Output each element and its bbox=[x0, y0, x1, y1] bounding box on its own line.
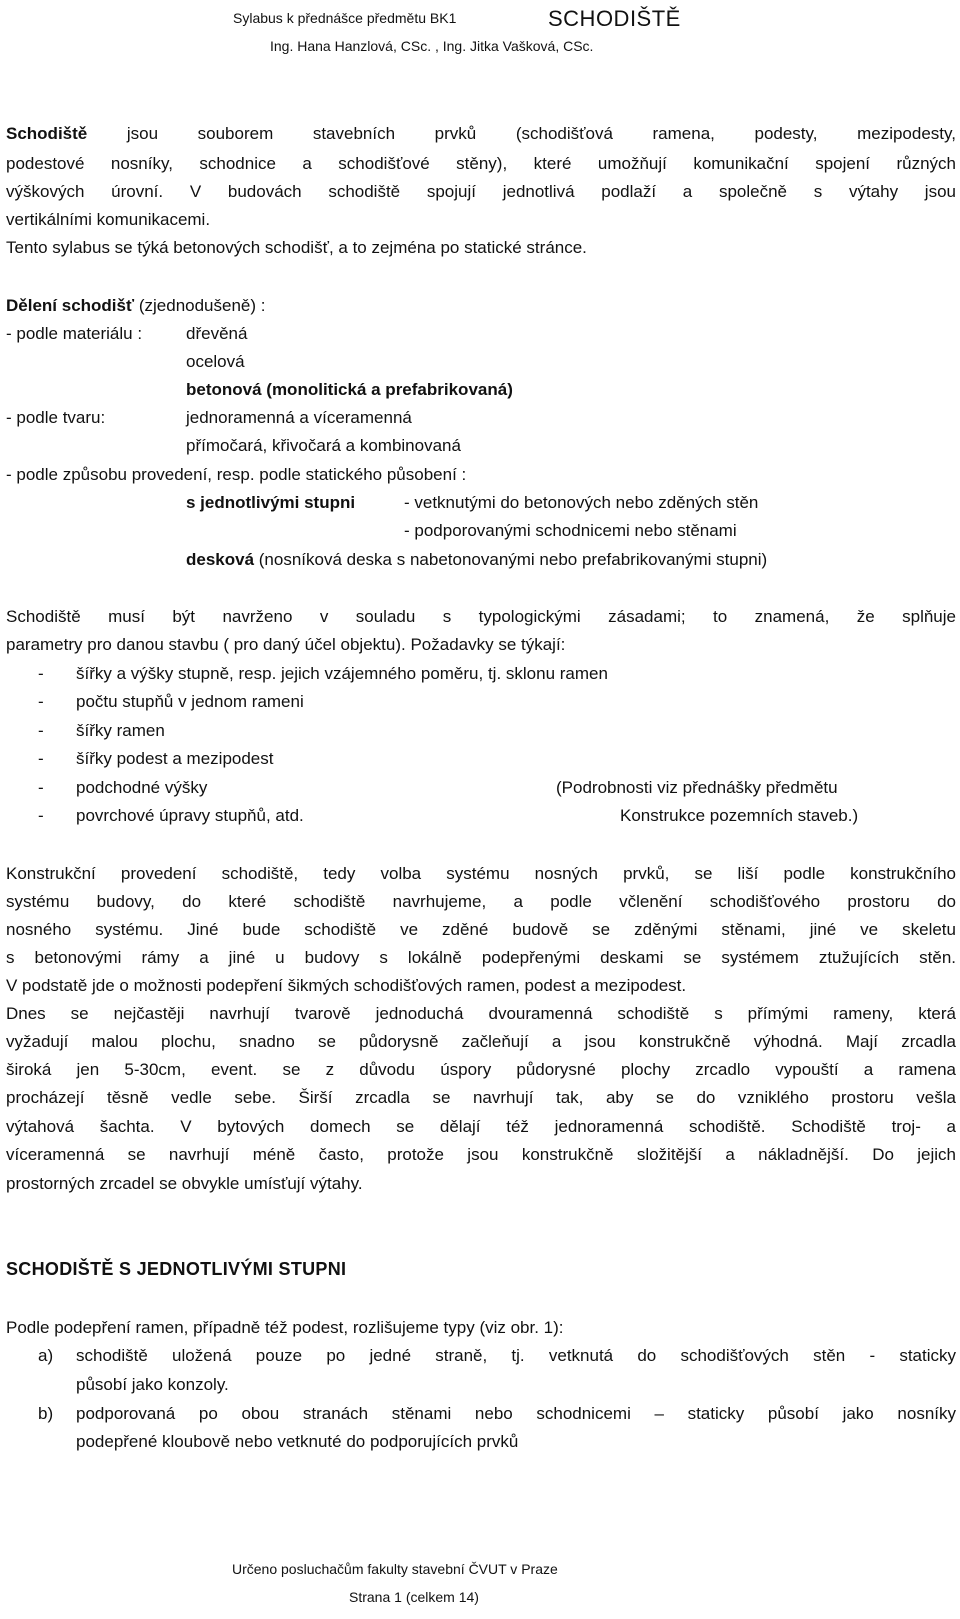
requirements-line-2: parametry pro danou stavbu ( pro daný účel objektu). Požadavky se týkají: bbox=[6, 635, 566, 654]
header-course: Sylabus k přednášce předmětu BK1 bbox=[233, 10, 457, 26]
section-item-line-1: schodiště uložená pouze po jedné straně, tj. vetknutá do schodišťových stěn - staticky bbox=[76, 1346, 956, 1365]
construction-line: Konstrukční provedení schodiště, tedy volba systému nosných prvků, se liší podle konstrukčního bbox=[6, 864, 956, 883]
division-method-label: - podle způsobu provedení, resp. podle statického působení : bbox=[6, 465, 467, 484]
requirements-dash: - bbox=[38, 806, 44, 825]
construction-line: systému budovy, do které schodiště navrhujeme, a podle včlenění schodišťového prostoru do bbox=[6, 892, 956, 911]
requirements-note-1: (Podrobnosti viz přednášky předmětu bbox=[556, 778, 838, 797]
division-title-bold: Dělení schodišť bbox=[6, 296, 135, 315]
requirements-dash: - bbox=[38, 692, 44, 711]
construction-line: víceramenná se navrhují méně často, protože jsou konstrukčně složitější a nákladnější. Do jejich bbox=[6, 1145, 956, 1164]
requirements-dash: - bbox=[38, 778, 44, 797]
division-steps-label: s jednotlivými stupni bbox=[186, 493, 356, 512]
division-shape-1: jednoramenná a víceramenná bbox=[186, 408, 412, 427]
construction-line: Dnes se nejčastěji navrhují tvarově jednoduchá dvouramenná schodiště s přímými rameny, která bbox=[6, 1004, 956, 1023]
intro-line-5: Tento sylabus se týká betonových schodišť, a to zejména po statické stránce. bbox=[6, 238, 587, 257]
division-title-rest: (zjednodušeně) : bbox=[134, 296, 266, 315]
division-title bbox=[6, 296, 266, 316]
division-material-1: dřevěná bbox=[186, 324, 248, 343]
intro-line-1-rest: jsou souborem stavebních prvků (schodišťová ramena, podesty, mezipodesty, bbox=[87, 124, 956, 143]
division-slab-label: desková bbox=[186, 550, 255, 569]
requirements-item: počtu stupňů v jednom rameni bbox=[76, 692, 304, 711]
intro-line-4: vertikálními komunikacemi. bbox=[6, 210, 211, 229]
intro-line-1 bbox=[6, 124, 956, 144]
intro-line-2: podestové nosníky, schodnice a schodišťové stěny), které umožňují komunikační spojení různých bbox=[6, 154, 956, 173]
requirements-dash: - bbox=[38, 664, 44, 683]
requirements-item: šířky podest a mezipodest bbox=[76, 749, 274, 768]
section-item-line-2: podepřené kloubově nebo vetknuté do podporujících prvků bbox=[76, 1432, 519, 1451]
requirements-dash: - bbox=[38, 749, 44, 768]
requirements-item: povrchové úpravy stupňů, atd. bbox=[76, 806, 304, 825]
intro-term: Schodiště bbox=[6, 124, 88, 143]
section-item-line-2: působí jako konzoly. bbox=[76, 1375, 229, 1394]
division-shape-2: přímočará, křivočará a kombinovaná bbox=[186, 436, 461, 455]
division-material-label: - podle materiálu : bbox=[6, 324, 143, 343]
requirements-line-1: Schodiště musí být navrženo v souladu s typologickými zásadami; to znamená, že splňuje bbox=[6, 607, 956, 626]
requirements-dash: - bbox=[38, 721, 44, 740]
construction-line: výtahová šachta. V bytových domech se dělají též jednoramenná schodiště. Schodiště troj- a bbox=[6, 1117, 956, 1136]
section-item-marker: b) bbox=[38, 1404, 54, 1423]
construction-line: široká jen 5-30cm, event. se z důvodu úspory půdorysné plochy zrcadlo vypouští a ramena bbox=[6, 1060, 956, 1079]
construction-line: vyžadují malou plochu, snadno se půdorysně začleňují a jsou konstrukčně výhodná. Mají zrcadla bbox=[6, 1032, 956, 1051]
construction-line: prostorných zrcadel se obvykle umísťují výtahy. bbox=[6, 1174, 363, 1193]
division-material-2: ocelová bbox=[186, 352, 245, 371]
section-heading: SCHODIŠTĚ S JEDNOTLIVÝMI STUPNI bbox=[6, 1259, 347, 1279]
division-steps-1: - vetknutými do betonových nebo zděných stěn bbox=[404, 493, 759, 512]
requirements-item: podchodné výšky bbox=[76, 778, 208, 797]
section-intro: Podle podepření ramen, případně též podest, rozlišujeme typy (viz obr. 1): bbox=[6, 1318, 564, 1337]
division-slab bbox=[186, 550, 767, 570]
intro-line-3: výškových úrovní. V budovách schodiště spojují jednotlivá podlaží a společně s výtahy jsou bbox=[6, 182, 956, 201]
construction-line: nosného systému. Jiné bude schodiště ve zděné budově se zděnými stěnami, jiné ve skeletu bbox=[6, 920, 956, 939]
section-item-marker: a) bbox=[38, 1346, 54, 1365]
requirements-item: šířky ramen bbox=[76, 721, 165, 740]
footer-line-1: Určeno posluchačům fakulty stavební ČVUT v Praze bbox=[232, 1561, 558, 1577]
division-material-3: betonová (monolitická a prefabrikovaná) bbox=[186, 380, 513, 399]
footer-line-2: Strana 1 (celkem 14) bbox=[349, 1589, 479, 1605]
construction-line: s betonovými rámy a jiné u budovy s lokálně podepřenými deskami se systémem ztužujících stěn. bbox=[6, 948, 956, 967]
division-slab-rest: (nosníková deska s nabetonovanými nebo prefabrikovanými stupni) bbox=[254, 550, 768, 569]
construction-line: V podstatě jde o možnosti podepření šikmých schodišťových ramen, podest a mezipodest. bbox=[6, 976, 687, 995]
header-topic: SCHODIŠTĚ bbox=[548, 6, 681, 31]
requirements-note-2: Konstrukce pozemních staveb.) bbox=[620, 806, 859, 825]
division-shape-label: - podle tvaru: bbox=[6, 408, 106, 427]
section-item-line-1: podporovaná po obou stranách stěnami nebo schodnicemi – staticky působí jako nosníky bbox=[76, 1404, 956, 1423]
construction-line: procházejí těsně vedle sebe. Širší zrcadla se navrhují tak, aby se do vzniklého prostoru vešla bbox=[6, 1088, 956, 1107]
division-steps-2: - podporovanými schodnicemi nebo stěnami bbox=[404, 521, 737, 540]
requirements-item: šířky a výšky stupně, resp. jejich vzájemného poměru, tj. sklonu ramen bbox=[76, 664, 608, 683]
header-authors: Ing. Hana Hanzlová, CSc. , Ing. Jitka Vašková, CSc. bbox=[270, 38, 594, 54]
